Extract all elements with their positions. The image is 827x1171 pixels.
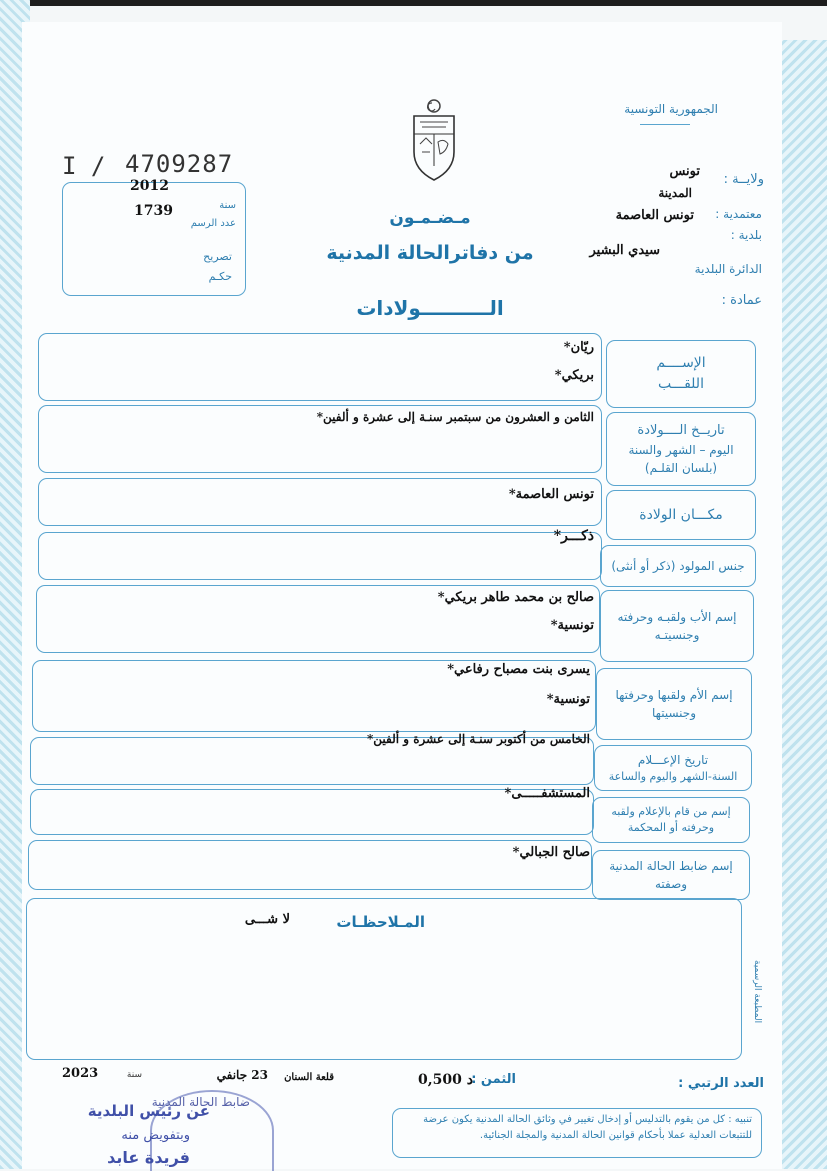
gender-label: جنس المولود (ذكر أو أنثى) — [611, 559, 745, 573]
registry-record-value: 1739 — [134, 203, 173, 219]
mother-nationality-value: تونسية* — [546, 692, 590, 707]
mother-name-value: يسرى بنت مصباح رفاعي* — [447, 662, 590, 677]
last-name-value: بريكي* — [554, 368, 594, 383]
price-value: 0,500 د — [418, 1072, 473, 1088]
title-line1: مـضـمـون — [389, 208, 471, 228]
declarant-label-line2: وحرفته أو المحكمة — [627, 821, 715, 834]
place-value: قلعة السنان — [284, 1072, 334, 1083]
signatory-line1: عن رئيس البلدية — [87, 1102, 210, 1120]
birth-place-label: مكـــان الولادة — [639, 506, 723, 523]
officer-label-line2: وصفته — [654, 877, 688, 891]
security-border-right — [775, 40, 827, 1169]
delegation-value: تونس العاصمة — [615, 208, 694, 223]
tunisia-emblem-icon — [408, 96, 460, 186]
birth-place-value: تونس العاصمة* — [508, 487, 594, 502]
father-name-value: صالح بن محمد طاهر بريكي* — [437, 590, 594, 605]
footer-year-label: سنة — [126, 1070, 142, 1080]
price-label: الثمن : — [471, 1072, 516, 1087]
father-nationality-value: تونسية* — [550, 618, 594, 633]
scan-edge — [0, 0, 827, 6]
state-value: تونس — [669, 164, 700, 179]
father-label-line1: إسم الأب ولقبـه وحرفته — [617, 610, 737, 624]
birth-place-value-box — [38, 478, 602, 526]
declaration-date-value: الخامس من أكتوبر سنـة إلى عشرة و ألفين* — [366, 732, 590, 746]
officer-title: ضابط الحالة المدنية — [151, 1095, 250, 1109]
declaration-date-label-line1: تاريخ الإعـــلام — [637, 752, 709, 767]
mother-label-line2: وجنسيتها — [652, 706, 696, 720]
mother-label-line1: إسم الأم ولقبها وحرفتها — [615, 688, 733, 702]
birth-date-label-line3: (بلسان القلـم) — [644, 460, 718, 475]
republic-label: الجمهورية التونسية — [624, 102, 718, 116]
republic-underline — [640, 124, 690, 125]
birth-date-label-line1: تاريــخ الــــولادة — [637, 423, 725, 439]
title-line2: من دفاترالحالة المدنية — [326, 242, 534, 264]
omda-label: عمادة : — [721, 293, 762, 308]
declarant-value: المستشفـــــى* — [504, 786, 590, 801]
city-value: المدينة — [658, 186, 692, 200]
birth-date-label-line2: اليوم – الشهر والسنة — [628, 442, 734, 457]
state-label: ولايــة : — [723, 172, 764, 187]
registry-judgment-label: حكـم — [208, 270, 232, 283]
declaration-date-label-line2: السنة-الشهر واليوم والساعة — [608, 769, 738, 783]
father-label-line2: وجنسيتـه — [654, 628, 700, 642]
serial-prefix: I / — [62, 152, 106, 180]
municipality-label: بلدية : — [730, 228, 762, 242]
gender-value: ذكـــر* — [553, 528, 594, 544]
gender-label-box — [600, 545, 756, 587]
date-value: 23 جانفي — [216, 1068, 268, 1082]
father-label-box — [600, 590, 754, 662]
district-label: الدائرة البلدية — [694, 262, 762, 276]
officer-label-line1: إسم ضابط الحالة المدنية — [609, 859, 733, 873]
municipality-value: سيدي البشير — [589, 243, 660, 258]
printer-mark: المطبعة الرسمية — [752, 960, 762, 1024]
birth-date-value: الثامن و العشرون من سبتمبر سنـة إلى عشرة و ألفين* — [316, 410, 594, 424]
declaration-date-label-box — [594, 745, 752, 791]
birth-place-label-box — [606, 490, 756, 540]
officer-value: صالح الجبالي* — [512, 845, 590, 860]
name-label-box — [606, 340, 756, 408]
first-name-value: ريّان* — [563, 340, 594, 355]
officer-label-box — [592, 850, 750, 900]
registry-record-label: عدد الرسم — [190, 218, 236, 229]
declarant-label-line1: إسم من قام بالإعلام ولقبه — [611, 804, 731, 818]
name-label-line2: اللقـــب — [658, 376, 704, 392]
serial-number: 4709287 — [125, 150, 234, 178]
footer-year-value: 2023 — [62, 1066, 99, 1081]
serial-label: العدد الرتبي : — [678, 1076, 764, 1091]
mother-label-box — [596, 668, 752, 740]
section-title: الــــــــــولادات — [356, 296, 504, 320]
registry-declaration-label: تصريح — [203, 250, 232, 263]
warning-text: تنبيه : كل من يقوم بالتدليس أو إدخال تغيير في وثائق الحالة المدنية يكون عرضة للتتبعات العدلية عملا بأحكام قوانين الحالة المدنية والمجلة الجنائية. — [423, 1114, 752, 1141]
delegation-label: معتمدية : — [715, 207, 762, 221]
signatory-name: فريدة عابد — [107, 1148, 190, 1167]
declarant-label-box — [592, 797, 750, 843]
birth-date-label-box — [606, 412, 756, 486]
registry-year-value: 2012 — [130, 178, 169, 194]
registry-year-label: سنة — [219, 200, 236, 211]
signatory-line2: وبتفويض منه — [121, 1128, 190, 1143]
notes-value: لا شـــى — [244, 912, 290, 927]
notes-label: المـلاحظـات — [336, 913, 425, 931]
name-label-line1: الإســــم — [656, 355, 706, 371]
